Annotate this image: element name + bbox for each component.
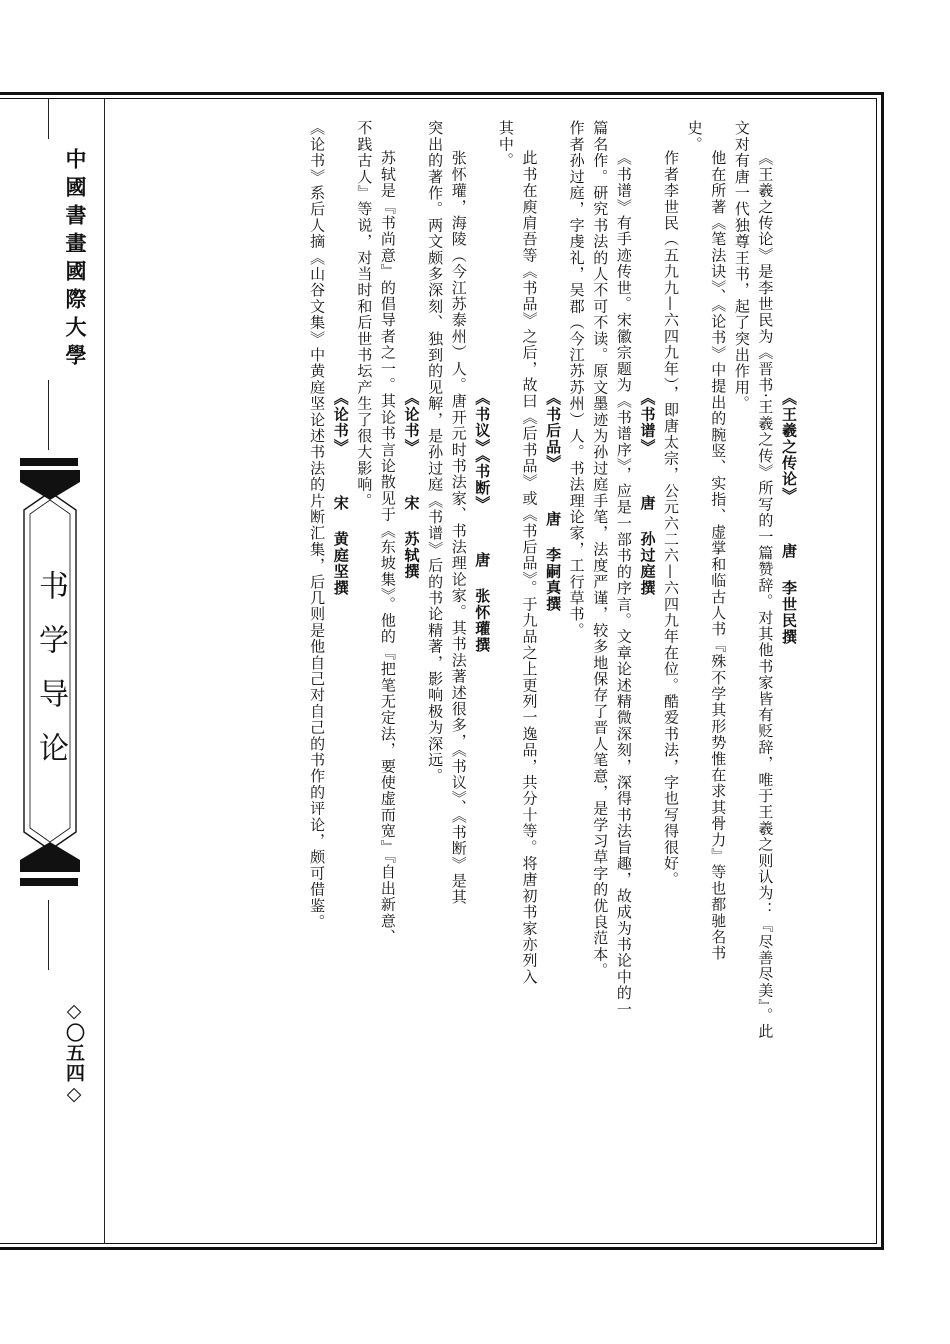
paragraph-line: 作者孙过庭，字虔礼，吴郡（今江苏苏州）人。书法理论家，工行草书。 bbox=[567, 120, 586, 639]
section-heading bbox=[540, 120, 564, 1210]
heading-title: 《论书》 bbox=[331, 390, 350, 455]
section-heading bbox=[328, 120, 352, 1210]
paragraph-line: 文对有唐一代独尊王书，起了突出作用。 bbox=[732, 120, 751, 412]
heading-dynasty: 宋 bbox=[331, 494, 350, 512]
section-heading bbox=[776, 120, 800, 1210]
heading-author: 黄庭坚撰 bbox=[331, 531, 350, 596]
heading-title: 《书议》《书断》 bbox=[473, 390, 492, 513]
paragraph-line: 《王羲之传论》是李世民为《晋书·王羲之传》所写的一篇赞辞。对其他书家皆有贬辞，唯于王羲之则认为：『尽善尽美』。此 bbox=[756, 150, 775, 1040]
sidebar-divider bbox=[104, 99, 105, 1244]
heading-title: 《王羲之传论》 bbox=[780, 390, 798, 504]
book-title: 书学导论 bbox=[33, 570, 68, 786]
paragraph-line: 张怀瓘，海陵（今江苏泰州）人。唐开元时书法家、书法理论家。其书法著述很多，《书议》、《书断》是其 bbox=[449, 150, 468, 906]
emblem-bar-bottom bbox=[20, 878, 78, 886]
emblem-bar-top bbox=[20, 458, 78, 466]
paragraph-line: 此书在庾肩吾等《书品》之后，故曰《后书品》或《书后品》。于九品之上更列一逸品，共分十等。将唐初书家亦列入 bbox=[520, 150, 539, 985]
paragraph-line: 《论书》系后人摘《山谷文集》中黄庭坚论述书法的片断汇集，后几则是他自己对自己的书作的评论，颇可借鉴。 bbox=[308, 120, 327, 930]
paragraph-line: 史。 bbox=[685, 120, 704, 153]
heading-title: 《书谱》 bbox=[638, 390, 657, 455]
paragraph-line: 其中。 bbox=[496, 120, 515, 169]
paragraph-line: 《书谱》有手迹传世。宋徽宗题为《书谱序》，应是一部书的序言。文章论述精微深刻，深得书法旨趣，故成为书论中的一 bbox=[614, 150, 633, 1018]
paragraph-line: 他在所著《笔法诀》、《论书》中提出的腕竖、实指、虚掌和临古人书『殊不学其形势惟在求其骨力』等也都驰名书 bbox=[709, 150, 728, 962]
paragraph-line: 突出的著作。两文颇多深刻、独到的见解，是孙过庭《书谱》后的书论精著，影响极为深远。 bbox=[426, 120, 445, 785]
section-heading bbox=[635, 120, 659, 1210]
heading-title: 《论书》 bbox=[402, 390, 421, 455]
heading-author: 李嗣真撰 bbox=[544, 547, 563, 613]
heading-dynasty: 唐 bbox=[780, 543, 798, 560]
heading-title: 《书后品》 bbox=[544, 390, 563, 471]
paragraph-line: 篇名作。研究书法的人不可不读。原文墨迹为孙过庭手笔，法度严谨，较多地保存了晋人笔意，是学习草字的优良范本。 bbox=[591, 120, 610, 979]
heading-author: 李世民撰 bbox=[780, 579, 798, 645]
paragraph-line: 苏轼是『书尚意』的倡导者之一。其论书言论散见于《东坡集》。他的『把笔无定法，要使虚而宽』『自出新意、 bbox=[378, 150, 397, 945]
heading-dynasty: 唐 bbox=[473, 552, 492, 569]
section-heading bbox=[399, 120, 423, 1210]
section-heading bbox=[470, 120, 494, 1210]
document-body bbox=[305, 120, 800, 1210]
sidebar-rule-top bbox=[48, 99, 49, 139]
page-number: ◇〇五四◇ bbox=[63, 1000, 85, 1106]
heading-author: 张怀瓘撰 bbox=[473, 588, 492, 654]
heading-dynasty: 宋 bbox=[402, 494, 421, 512]
heading-author: 孙过庭撰 bbox=[638, 531, 657, 596]
sidebar-rule-mid bbox=[48, 380, 49, 450]
university-name: 中國書畫國際大學 bbox=[63, 148, 87, 372]
paragraph-line: 不践古人』等说，对当时和后世书坛产生了很大影响。 bbox=[355, 120, 374, 509]
sidebar-rule-low bbox=[48, 900, 49, 970]
heading-author: 苏轼撰 bbox=[402, 531, 421, 580]
heading-dynasty: 唐 bbox=[638, 494, 657, 512]
paragraph-line: 作者李世民（五九九—六四九年），即唐太宗，公元六二六—六四九年在位。酷爱书法，字也写得很好。 bbox=[662, 150, 681, 888]
heading-dynasty: 唐 bbox=[544, 511, 563, 528]
